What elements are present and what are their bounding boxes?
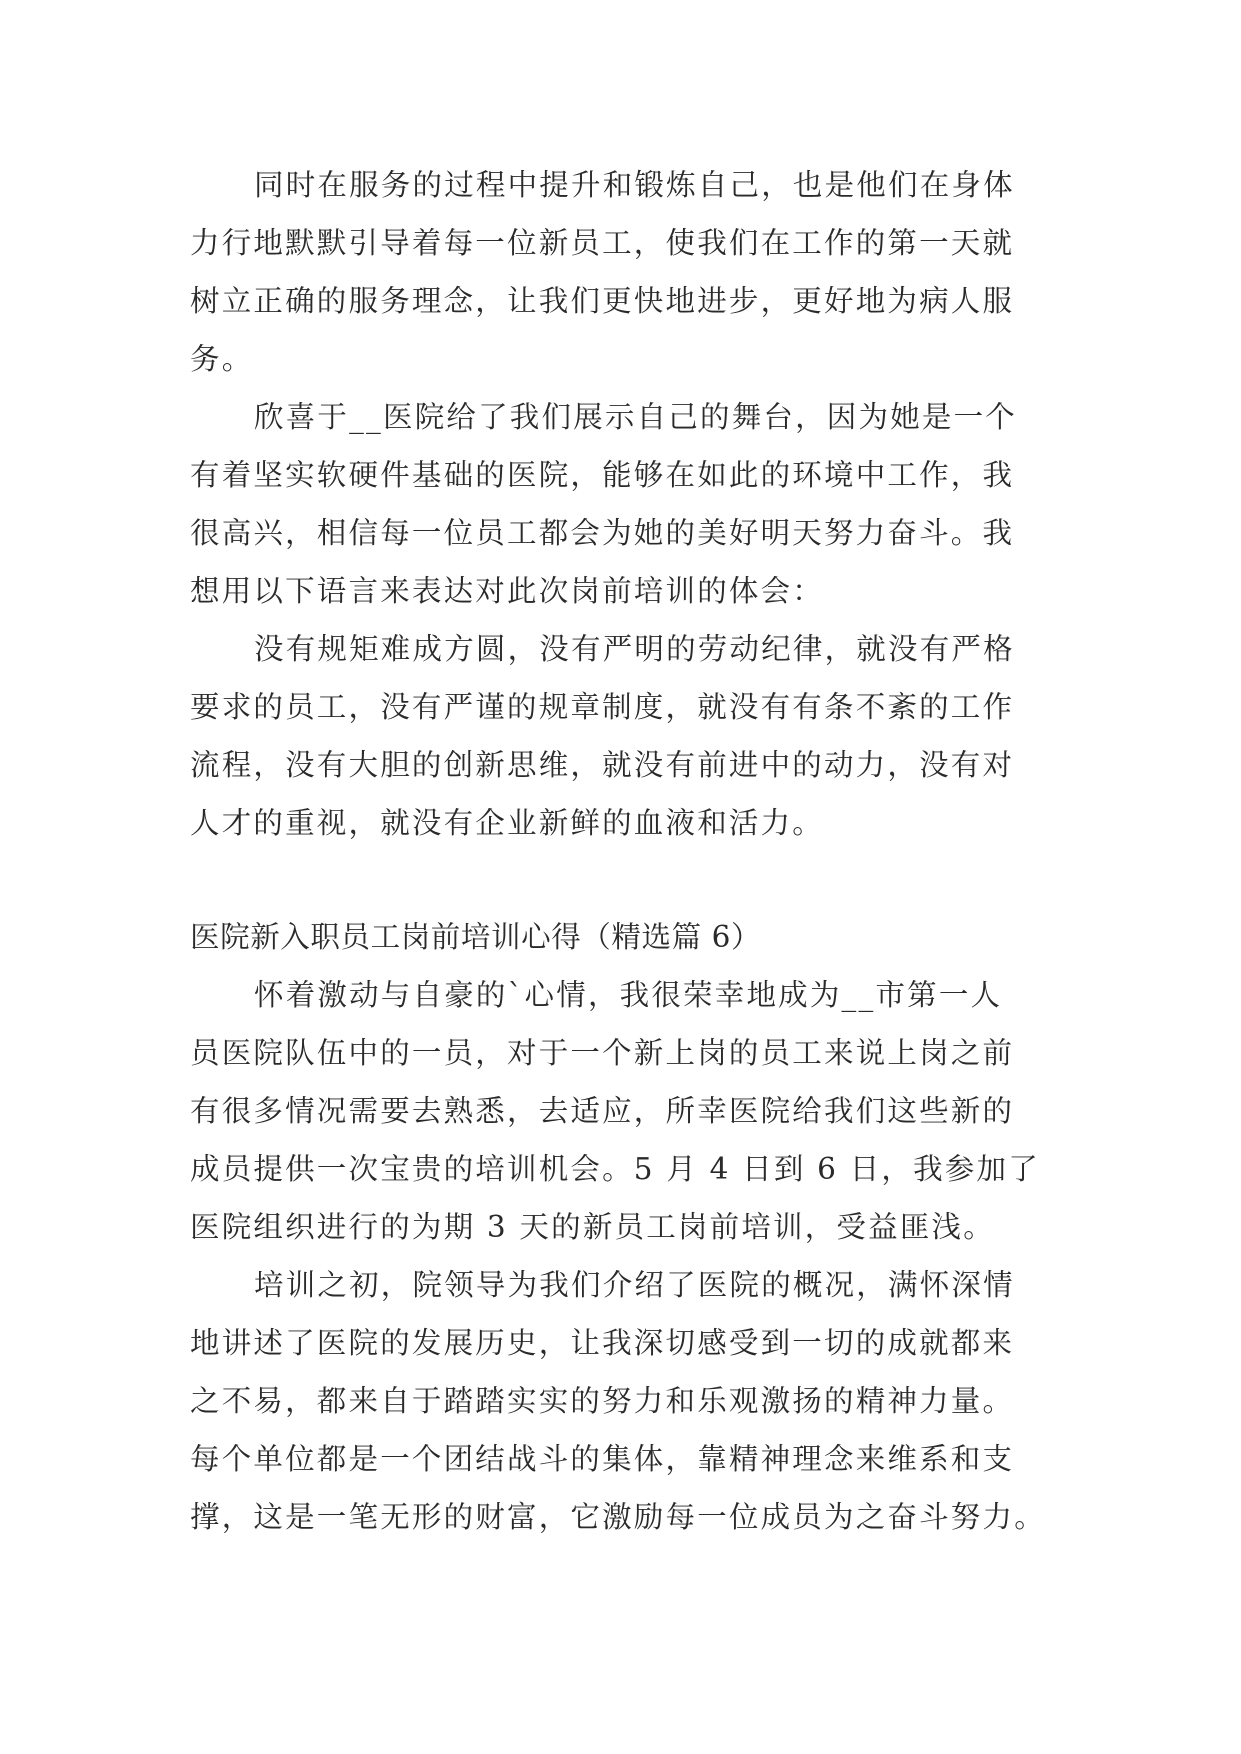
paragraph-line: 人才的重视，就没有企业新鲜的血液和活力。: [190, 806, 825, 840]
paragraph-line: 有很多情况需要去熟悉，去适应，所幸医院给我们这些新的: [190, 1094, 1015, 1128]
paragraph-line: 流程，没有大胆的创新思维，就没有前进中的动力，没有对: [190, 748, 1015, 782]
paragraph-line: 撑，这是一笔无形的财富，它激励每一位成员为之奋斗努力。: [190, 1500, 1046, 1534]
paragraph-line: 之不易，都来自于踏踏实实的努力和乐观激扬的精神力量。: [190, 1384, 1015, 1418]
section-heading: 医院新入职员工岗前培训心得（精选篇 6）: [190, 920, 762, 954]
paragraph-line: 同时在服务的过程中提升和锻炼自己，也是他们在身体: [254, 168, 1015, 202]
paragraph-line: 欣喜于__医院给了我们展示自己的舞台，因为她是一个: [254, 400, 1018, 434]
paragraph-line: 很高兴，相信每一位员工都会为她的美好明天努力奋斗。我: [190, 516, 1015, 550]
paragraph-line: 每个单位都是一个团结战斗的集体，靠精神理念来维系和支: [190, 1442, 1015, 1476]
paragraph-line: 怀着激动与自豪的`心情，我很荣幸地成为__市第一人: [254, 978, 1003, 1012]
paragraph-line: 想用以下语言来表达对此次岗前培训的体会：: [190, 574, 825, 608]
paragraph-line: 务。: [190, 342, 254, 376]
paragraph-line: 员医院队伍中的一员，对于一个新上岗的员工来说上岗之前: [190, 1036, 1015, 1070]
paragraph-line: 有着坚实软硬件基础的医院，能够在如此的环境中工作，我: [190, 458, 1015, 492]
paragraph-line: 没有规矩难成方圆，没有严明的劳动纪律，就没有严格: [254, 632, 1015, 666]
paragraph-line: 树立正确的服务理念，让我们更快地进步，更好地为病人服: [190, 284, 1015, 318]
paragraph-line: 医院组织进行的为期 3 天的新员工岗前培训，受益匪浅。: [190, 1210, 995, 1244]
paragraph-line: 力行地默默引导着每一位新员工，使我们在工作的第一天就: [190, 226, 1015, 260]
paragraph-line: 培训之初，院领导为我们介绍了医院的概况，满怀深情: [254, 1268, 1015, 1302]
paragraph-line: 地讲述了医院的发展历史，让我深切感受到一切的成就都来: [190, 1326, 1015, 1360]
paragraph-line: 成员提供一次宝贵的培训机会。5 月 4 日到 6 日，我参加了: [190, 1152, 1040, 1186]
paragraph-line: 要求的员工，没有严谨的规章制度，就没有有条不紊的工作: [190, 690, 1015, 724]
